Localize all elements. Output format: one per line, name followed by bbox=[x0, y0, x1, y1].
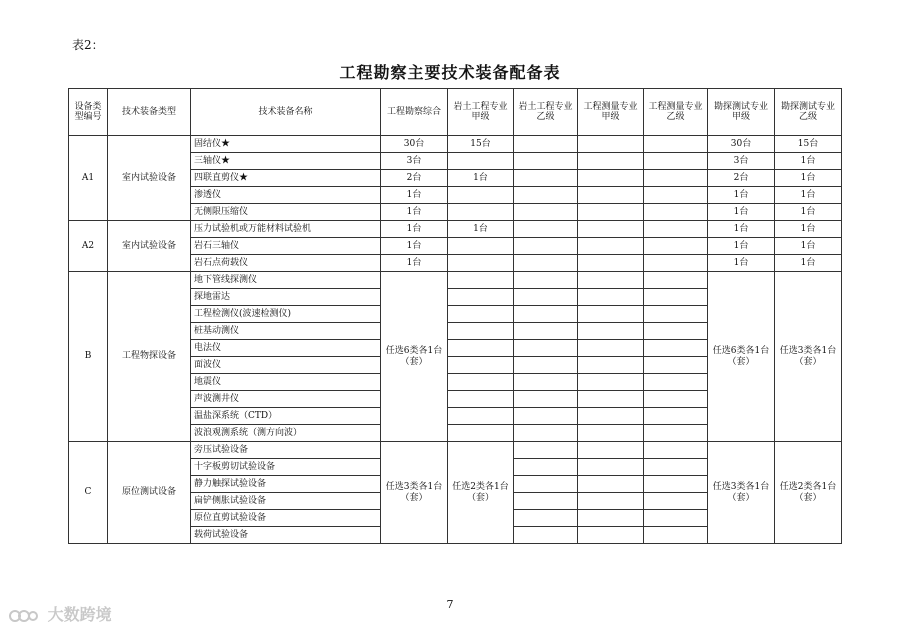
cell-zonghe: 2台 bbox=[381, 170, 448, 187]
cell-empty bbox=[578, 374, 644, 391]
cell-empty bbox=[448, 408, 514, 425]
cell-empty bbox=[514, 510, 578, 527]
group-code: A2 bbox=[69, 221, 108, 272]
cell-empty bbox=[578, 425, 644, 442]
cell-empty bbox=[644, 527, 708, 544]
equipment-name: 电法仪 bbox=[191, 340, 381, 357]
cell-yantu-jia bbox=[448, 153, 514, 170]
cell-kance-jia: 1台 bbox=[708, 204, 775, 221]
cell-kance-jia: 1台 bbox=[708, 221, 775, 238]
cell-empty bbox=[644, 255, 708, 272]
cell-empty bbox=[644, 425, 708, 442]
cell-yantu-jia: 1台 bbox=[448, 170, 514, 187]
cell-empty bbox=[514, 323, 578, 340]
cell-yantu-jia bbox=[448, 204, 514, 221]
cell-zonghe: 3台 bbox=[381, 153, 448, 170]
cell-empty bbox=[448, 374, 514, 391]
cell-empty bbox=[578, 527, 644, 544]
cell-kance-jia: 3台 bbox=[708, 153, 775, 170]
cell-empty bbox=[644, 408, 708, 425]
cell-yantu-jia bbox=[448, 238, 514, 255]
header-cell: 工程勘察综合 bbox=[381, 89, 448, 136]
cell-kance-jia: 1台 bbox=[708, 187, 775, 204]
equipment-name: 十字板剪切试验设备 bbox=[191, 459, 381, 476]
cell-empty bbox=[514, 391, 578, 408]
cell-yantu-jia bbox=[448, 187, 514, 204]
group-code: C bbox=[69, 442, 108, 544]
group-code: A1 bbox=[69, 136, 108, 221]
cell-kance-jia: 任选3类各1台（套） bbox=[708, 442, 775, 544]
cell-empty bbox=[514, 493, 578, 510]
cell-empty bbox=[448, 340, 514, 357]
group-type: 室内试验设备 bbox=[108, 221, 191, 272]
header-cell: 岩土工程专业乙级 bbox=[514, 89, 578, 136]
cell-yantu-jia: 任选2类各1台（套） bbox=[448, 442, 514, 544]
header-cell: 勘探测试专业乙级 bbox=[775, 89, 842, 136]
cell-kance-yi: 1台 bbox=[775, 238, 842, 255]
cell-empty bbox=[578, 408, 644, 425]
table-label: 表2： bbox=[72, 38, 104, 52]
header-cell: 工程测量专业乙级 bbox=[644, 89, 708, 136]
equipment-name: 静力触探试验设备 bbox=[191, 476, 381, 493]
header-cell: 设备类型编号 bbox=[69, 89, 108, 136]
group-type: 室内试验设备 bbox=[108, 136, 191, 221]
cell-yantu-jia: 15台 bbox=[448, 136, 514, 153]
cell-empty bbox=[578, 510, 644, 527]
cell-empty bbox=[514, 204, 578, 221]
table-row bbox=[69, 272, 842, 289]
cell-kance-jia: 1台 bbox=[708, 255, 775, 272]
equipment-name: 工程检测仪(波速检测仪) bbox=[191, 306, 381, 323]
cell-empty bbox=[644, 476, 708, 493]
cell-empty bbox=[514, 170, 578, 187]
watermark-logo-icon bbox=[8, 606, 38, 626]
equipment-name: 地下管线探测仪 bbox=[191, 272, 381, 289]
cell-empty bbox=[514, 289, 578, 306]
header-cell: 技术装备名称 bbox=[191, 89, 381, 136]
cell-empty bbox=[644, 510, 708, 527]
cell-empty bbox=[644, 459, 708, 476]
cell-yantu-jia: 1台 bbox=[448, 221, 514, 238]
cell-empty bbox=[578, 476, 644, 493]
equipment-name: 旁压试验设备 bbox=[191, 442, 381, 459]
cell-empty bbox=[644, 391, 708, 408]
group-type: 原位测试设备 bbox=[108, 442, 191, 544]
equipment-name: 三轴仪★ bbox=[191, 153, 381, 170]
cell-kance-yi: 1台 bbox=[775, 204, 842, 221]
equipment-name: 压力试验机或万能材料试验机 bbox=[191, 221, 381, 238]
cell-kance-yi: 1台 bbox=[775, 255, 842, 272]
equipment-table bbox=[68, 88, 842, 544]
cell-empty bbox=[578, 238, 644, 255]
cell-zonghe: 任选6类各1台（套） bbox=[381, 272, 448, 442]
cell-empty bbox=[644, 493, 708, 510]
cell-empty bbox=[514, 459, 578, 476]
cell-empty bbox=[514, 272, 578, 289]
cell-zonghe: 任选3类各1台（套） bbox=[381, 442, 448, 544]
cell-empty bbox=[514, 238, 578, 255]
cell-empty bbox=[644, 153, 708, 170]
table-row bbox=[69, 442, 842, 459]
cell-empty bbox=[578, 459, 644, 476]
cell-empty bbox=[578, 153, 644, 170]
watermark-text: 大数跨境 bbox=[47, 605, 112, 624]
cell-empty bbox=[514, 374, 578, 391]
equipment-name: 面波仪 bbox=[191, 357, 381, 374]
cell-empty bbox=[448, 272, 514, 289]
cell-empty bbox=[514, 357, 578, 374]
cell-zonghe: 30台 bbox=[381, 136, 448, 153]
table-row bbox=[69, 221, 842, 238]
cell-empty bbox=[644, 238, 708, 255]
cell-empty bbox=[644, 442, 708, 459]
cell-zonghe: 1台 bbox=[381, 187, 448, 204]
equipment-name: 原位直剪试验设备 bbox=[191, 510, 381, 527]
table-row bbox=[69, 136, 842, 153]
header-cell: 勘探测试专业甲级 bbox=[708, 89, 775, 136]
cell-empty bbox=[448, 289, 514, 306]
cell-empty bbox=[578, 323, 644, 340]
cell-empty bbox=[578, 391, 644, 408]
cell-empty bbox=[448, 323, 514, 340]
cell-empty bbox=[578, 187, 644, 204]
cell-empty bbox=[644, 306, 708, 323]
cell-empty bbox=[644, 340, 708, 357]
cell-empty bbox=[514, 306, 578, 323]
cell-zonghe: 1台 bbox=[381, 238, 448, 255]
cell-empty bbox=[644, 221, 708, 238]
equipment-name: 固结仪★ bbox=[191, 136, 381, 153]
cell-empty bbox=[644, 187, 708, 204]
cell-empty bbox=[514, 442, 578, 459]
cell-kance-yi: 15台 bbox=[775, 136, 842, 153]
cell-empty bbox=[448, 391, 514, 408]
equipment-name: 无侧限压缩仪 bbox=[191, 204, 381, 221]
equipment-name: 桩基动测仪 bbox=[191, 323, 381, 340]
cell-empty bbox=[644, 323, 708, 340]
cell-yantu-jia bbox=[448, 255, 514, 272]
cell-empty bbox=[644, 289, 708, 306]
table-title: 工程勘察主要技术装备配备表 bbox=[339, 63, 561, 82]
cell-empty bbox=[644, 204, 708, 221]
cell-empty bbox=[644, 136, 708, 153]
cell-empty bbox=[514, 255, 578, 272]
cell-zonghe: 1台 bbox=[381, 221, 448, 238]
cell-empty bbox=[578, 255, 644, 272]
equipment-name: 载荷试验设备 bbox=[191, 527, 381, 544]
cell-kance-yi: 任选2类各1台（套） bbox=[775, 442, 842, 544]
header-cell: 工程测量专业甲级 bbox=[578, 89, 644, 136]
equipment-name: 岩石点荷载仪 bbox=[191, 255, 381, 272]
cell-empty bbox=[644, 272, 708, 289]
cell-empty bbox=[578, 442, 644, 459]
equipment-name: 岩石三轴仪 bbox=[191, 238, 381, 255]
cell-empty bbox=[644, 374, 708, 391]
equipment-name: 扁铲侧胀试验设备 bbox=[191, 493, 381, 510]
cell-kance-yi: 1台 bbox=[775, 187, 842, 204]
cell-zonghe: 1台 bbox=[381, 204, 448, 221]
equipment-name: 探地雷达 bbox=[191, 289, 381, 306]
cell-empty bbox=[514, 476, 578, 493]
cell-empty bbox=[448, 425, 514, 442]
cell-empty bbox=[578, 289, 644, 306]
cell-empty bbox=[578, 272, 644, 289]
cell-empty bbox=[514, 221, 578, 238]
cell-kance-yi: 1台 bbox=[775, 170, 842, 187]
page-number: 7 bbox=[446, 598, 454, 611]
cell-empty bbox=[578, 357, 644, 374]
equipment-name: 声波测井仪 bbox=[191, 391, 381, 408]
header-row bbox=[69, 89, 842, 136]
cell-empty bbox=[578, 340, 644, 357]
cell-kance-jia: 任选6类各1台（套） bbox=[708, 272, 775, 442]
cell-empty bbox=[578, 136, 644, 153]
equipment-name: 渗透仪 bbox=[191, 187, 381, 204]
cell-kance-yi: 1台 bbox=[775, 153, 842, 170]
cell-empty bbox=[514, 425, 578, 442]
cell-empty bbox=[578, 221, 644, 238]
group-type: 工程物探设备 bbox=[108, 272, 191, 442]
cell-empty bbox=[578, 306, 644, 323]
equipment-name: 波浪观测系统（测方向波） bbox=[191, 425, 381, 442]
cell-empty bbox=[514, 408, 578, 425]
cell-empty bbox=[448, 357, 514, 374]
cell-kance-jia: 30台 bbox=[708, 136, 775, 153]
header-cell: 岩土工程专业甲级 bbox=[448, 89, 514, 136]
cell-zonghe: 1台 bbox=[381, 255, 448, 272]
cell-empty bbox=[514, 136, 578, 153]
cell-empty bbox=[578, 204, 644, 221]
cell-kance-jia: 2台 bbox=[708, 170, 775, 187]
cell-empty bbox=[644, 357, 708, 374]
cell-kance-yi: 任选3类各1台（套） bbox=[775, 272, 842, 442]
cell-empty bbox=[514, 187, 578, 204]
cell-empty bbox=[578, 170, 644, 187]
cell-empty bbox=[448, 306, 514, 323]
cell-empty bbox=[514, 153, 578, 170]
equipment-name: 温盐深系统（CTD） bbox=[191, 408, 381, 425]
group-code: B bbox=[69, 272, 108, 442]
watermark bbox=[8, 602, 112, 626]
cell-empty bbox=[514, 527, 578, 544]
header-cell: 技术装备类型 bbox=[108, 89, 191, 136]
equipment-name: 地震仪 bbox=[191, 374, 381, 391]
cell-kance-yi: 1台 bbox=[775, 221, 842, 238]
equipment-name: 四联直剪仪★ bbox=[191, 170, 381, 187]
cell-empty bbox=[514, 340, 578, 357]
cell-empty bbox=[578, 493, 644, 510]
cell-kance-jia: 1台 bbox=[708, 238, 775, 255]
cell-empty bbox=[644, 170, 708, 187]
